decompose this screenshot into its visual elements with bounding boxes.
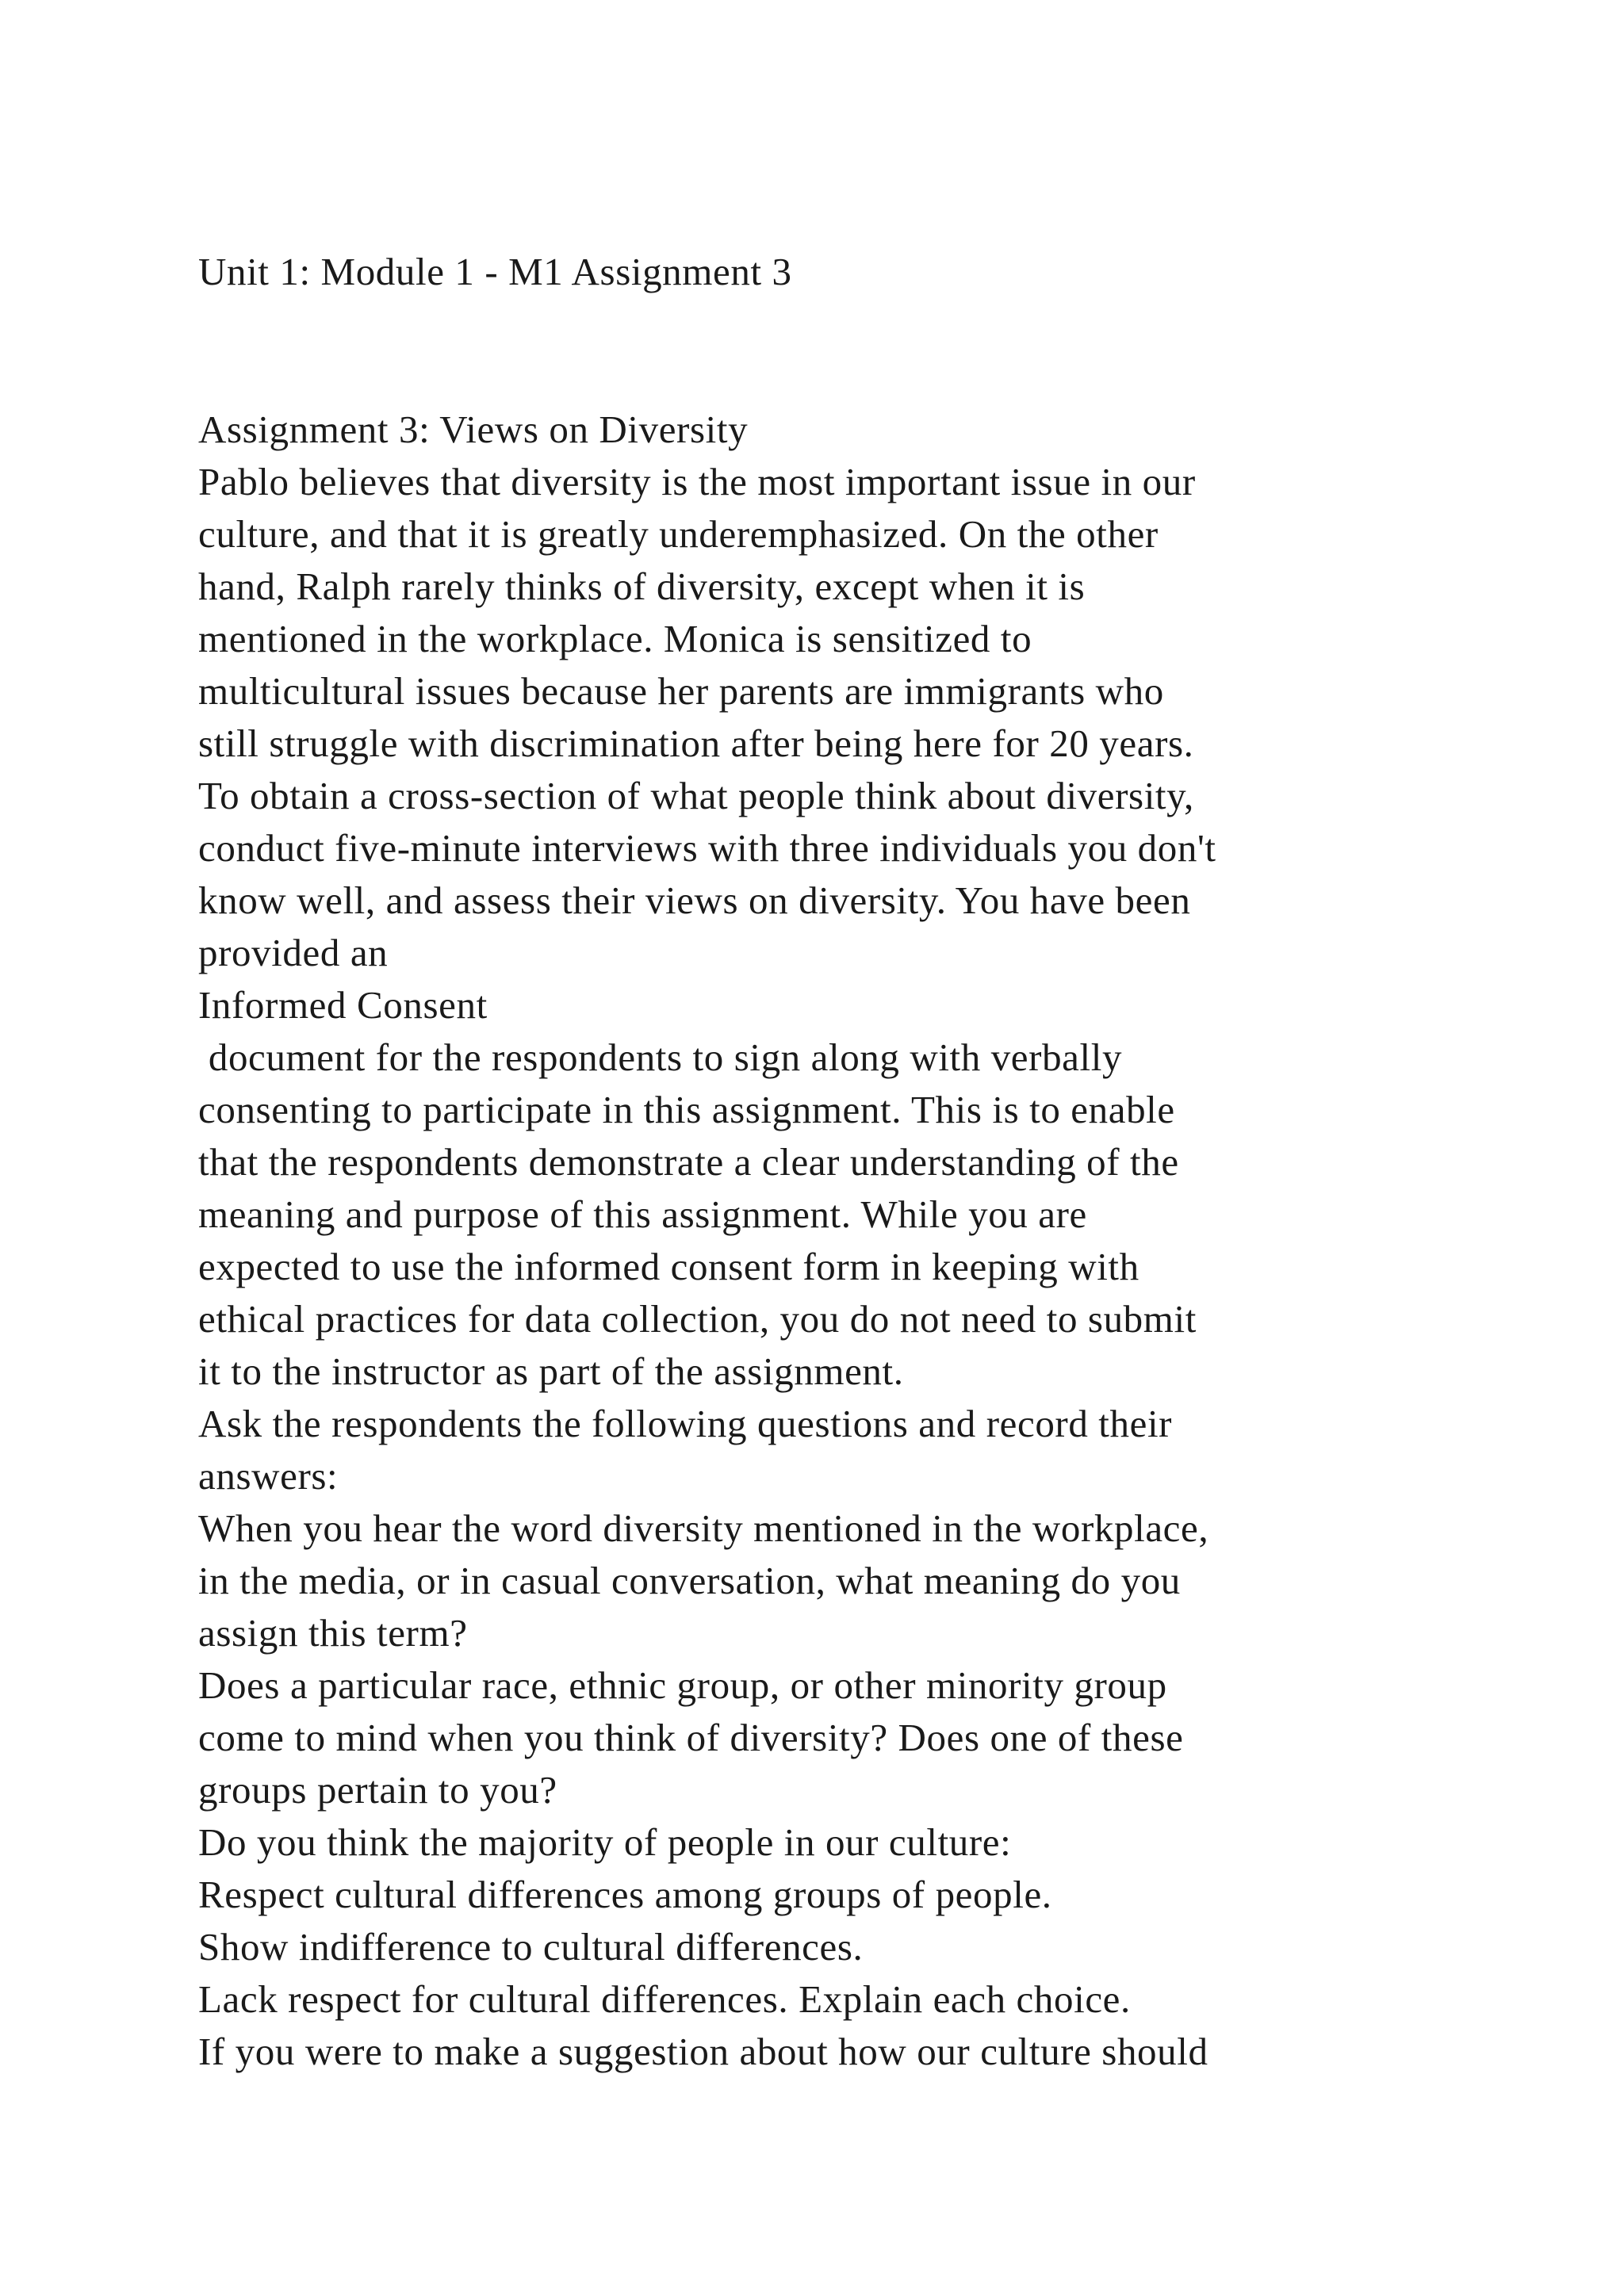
body-line: still struggle with discrimination after being here for 20 years.	[198, 721, 1194, 765]
choice-line: Show indifference to cultural differences.	[198, 1925, 864, 1969]
question-line: Does a particular race, ethnic group, or other minority group	[198, 1663, 1167, 1707]
body-line: mentioned in the workplace. Monica is sensitized to	[198, 617, 1032, 660]
body-line: that the respondents demonstrate a clear understanding of the	[198, 1140, 1179, 1184]
question-line: Do you think the majority of people in our culture:	[198, 1820, 1012, 1864]
body-line-informed-consent: Informed Consent	[198, 983, 488, 1027]
question-line: in the media, or in casual conversation, what meaning do you	[198, 1559, 1181, 1602]
choice-line: Respect cultural differences among groups of people.	[198, 1873, 1052, 1916]
question-line: If you were to make a suggestion about how our culture should	[198, 2030, 1208, 2073]
body-line: document for the respondents to sign along with verbally	[198, 1035, 1123, 1079]
body-line: consenting to participate in this assignment. This is to enable	[198, 1088, 1175, 1131]
body-line: it to the instructor as part of the assignment.	[198, 1349, 904, 1393]
body-line: provided an	[198, 931, 389, 974]
body-line: Pablo believes that diversity is the most important issue in our	[198, 460, 1196, 503]
body-line: multicultural issues because her parents are immigrants who	[198, 669, 1164, 713]
body-line: ethical practices for data collection, you do not need to submit	[198, 1297, 1197, 1341]
body-line: Ask the respondents the following questions and record their	[198, 1402, 1173, 1445]
body-line: conduct five-minute interviews with three individuals you don't	[198, 826, 1216, 870]
body-line-assignment-heading: Assignment 3: Views on Diversity	[198, 408, 749, 451]
body-line: expected to use the informed consent form in keeping with	[198, 1245, 1139, 1288]
body-line: hand, Ralph rarely thinks of diversity, except when it is	[198, 564, 1086, 608]
body-line: meaning and purpose of this assignment. While you are	[198, 1192, 1087, 1236]
question-line: come to mind when you think of diversity? Does one of these	[198, 1716, 1184, 1759]
document-body	[198, 404, 1594, 2078]
question-line: When you hear the word diversity mentioned in the workplace,	[198, 1506, 1209, 1550]
question-line: assign this term?	[198, 1611, 468, 1655]
document-title: Unit 1: Module 1 - M1 Assignment 3	[198, 250, 792, 293]
body-line: To obtain a cross-section of what people think about diversity,	[198, 774, 1194, 817]
question-line: groups pertain to you?	[198, 1768, 557, 1812]
choice-line: Lack respect for cultural differences. Explain each choice.	[198, 1977, 1131, 2021]
body-line: answers:	[198, 1454, 339, 1498]
body-line: culture, and that it is greatly underemphasized. On the other	[198, 512, 1159, 556]
body-line: know well, and assess their views on diversity. You have been	[198, 878, 1191, 922]
